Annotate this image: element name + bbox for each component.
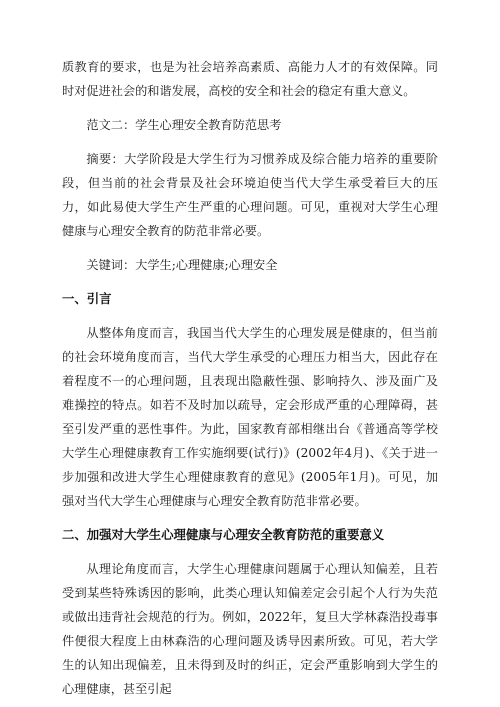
- abstract-paragraph: 摘要：大学阶段是大学生行为习惯养成及综合能力培养的重要阶段，但当前的社会背景及社会环境迫使当代大学生承受着巨大的压力，如此易使大学生产生严重的心理问题。可见，重视对大学生心理健康与心理安全教育的防范非常必要。: [62, 152, 438, 238]
- introduction-paragraph: 从整体角度而言，我国当代大学生的心理发展是健康的，但当前的社会环境角度而言，当代大学生承受的心理压力相当大，因此存在着程度不一的心理问题，且表现出隐蔽性强、影响持久、涉及面广及难操控的特点。如若不及时加以疏导，定会形成严重的心理障碍，甚至引发严重的恶性事件。为此，国家教育部相继出台《普通高等学校大学生心理健康教育工作实施纲要(试行)》(2002年4月)、《关于进一步加强和改进大学生心理健康教育的意见》(2005年1月)。可见，加强对当代大学生心理健康与心理安全教育防范非常必要。: [62, 326, 438, 508]
- section-heading-introduction: 一、引言: [62, 291, 112, 306]
- essay-title: 范文二：学生心理安全教育防范思考: [86, 118, 282, 132]
- section-heading-importance: 二、加强对大学生心理健康与心理安全教育防范的重要意义: [62, 527, 385, 542]
- importance-paragraph: 从理论角度而言，大学生心理健康问题属于心理认知偏差，且若受到某些特殊诱因的影响，此类心理认知偏差定会引起个人行为失范或做出违背社会规范的行为。例如，2022年，复旦大学林森浩投毒事件便很大程度上由林森浩的心理问题及诱导因素所致。可见，若大学生的认知出现偏差，且未得到及时的纠正，定会严重影响到大学生的心理健康，甚至引起: [62, 562, 438, 696]
- keywords-line: 关键词：大学生;心理健康;心理安全: [86, 258, 278, 272]
- body-paragraph: 质教育的要求，也是为社会培养高素质、高能力人才的有效保障。同时对促进社会的和谐发展，高校的安全和社会的稳定有重大意义。: [62, 60, 438, 98]
